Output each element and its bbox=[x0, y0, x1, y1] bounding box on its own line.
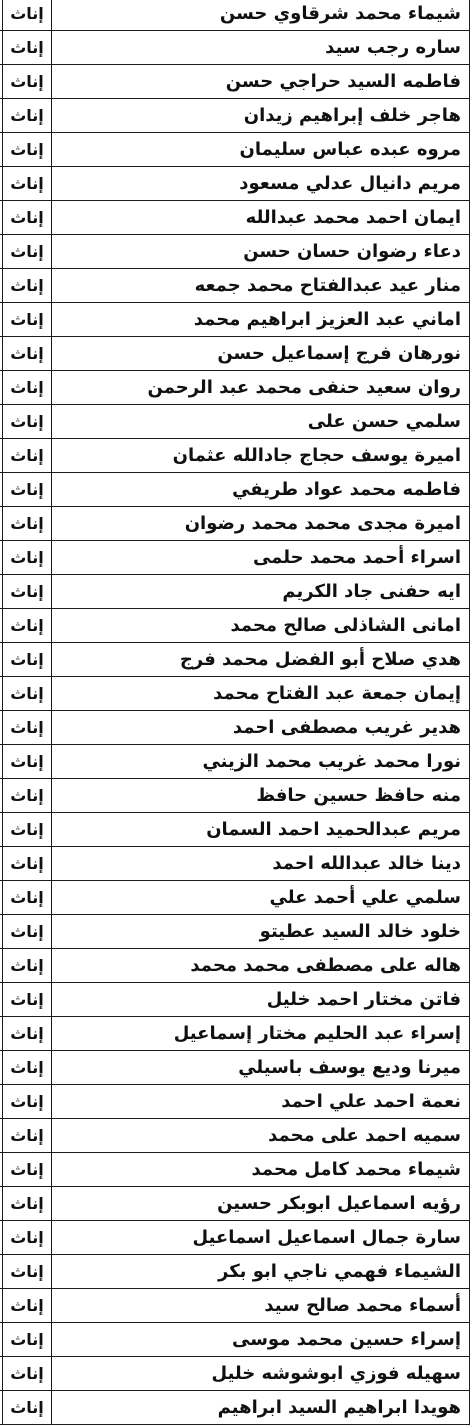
table-row bbox=[0, 1289, 470, 1323]
gender-cell: إناث bbox=[3, 575, 52, 609]
table-row bbox=[0, 1119, 470, 1153]
gender-cell: إناث bbox=[3, 1289, 52, 1323]
table-row bbox=[0, 1153, 470, 1187]
gender-cell: إناث bbox=[3, 643, 52, 677]
gender-cell: إناث bbox=[3, 405, 52, 439]
table-row bbox=[0, 915, 470, 949]
name-cell: رؤيه اسماعيل ابوبكر حسين bbox=[52, 1187, 470, 1221]
name-cell: هدير غريب مصطفى احمد bbox=[52, 711, 470, 745]
table-row bbox=[0, 1323, 470, 1357]
table-row bbox=[0, 99, 470, 133]
name-cell: دعاء رضوان حسان حسن bbox=[52, 235, 470, 269]
name-cell: ايه حفنى جاد الكريم bbox=[52, 575, 470, 609]
table-row bbox=[0, 473, 470, 507]
gender-cell: إناث bbox=[3, 1153, 52, 1187]
table-row bbox=[0, 201, 470, 235]
name-cell: اسراء أحمد محمد حلمى bbox=[52, 541, 470, 575]
table-row bbox=[0, 1357, 470, 1391]
name-cell: سارة جمال اسماعيل اسماعيل bbox=[52, 1221, 470, 1255]
name-cell: إيمان جمعة عبد الفتاح محمد bbox=[52, 677, 470, 711]
gender-cell: إناث bbox=[3, 1187, 52, 1221]
table-row bbox=[0, 711, 470, 745]
table-row bbox=[0, 1051, 470, 1085]
name-cell: إسراء حسين محمد موسى bbox=[52, 1323, 470, 1357]
table-row bbox=[0, 1187, 470, 1221]
gender-cell: إناث bbox=[3, 371, 52, 405]
gender-cell: إناث bbox=[3, 1391, 52, 1425]
table-row bbox=[0, 1085, 470, 1119]
gender-cell: إناث bbox=[3, 201, 52, 235]
table-row bbox=[0, 983, 470, 1017]
name-cell: دينا خالد عبدالله احمد bbox=[52, 847, 470, 881]
table-row bbox=[0, 609, 470, 643]
table-row bbox=[0, 677, 470, 711]
gender-cell: إناث bbox=[3, 235, 52, 269]
name-cell: اماني عبد العزيز ابراهيم محمد bbox=[52, 303, 470, 337]
gender-cell: إناث bbox=[3, 1085, 52, 1119]
table-row bbox=[0, 439, 470, 473]
gender-cell: إناث bbox=[3, 949, 52, 983]
table-row bbox=[0, 337, 470, 371]
table-row bbox=[0, 847, 470, 881]
table-row bbox=[0, 0, 470, 31]
gender-cell: إناث bbox=[3, 133, 52, 167]
gender-cell: إناث bbox=[3, 609, 52, 643]
gender-cell: إناث bbox=[3, 813, 52, 847]
name-cell: خلود خالد السيد عطيتو bbox=[52, 915, 470, 949]
name-cell: إسراء عبد الحليم مختار إسماعيل bbox=[52, 1017, 470, 1051]
name-cell: هدي صلاح أبو الفضل محمد فرج bbox=[52, 643, 470, 677]
gender-cell: إناث bbox=[3, 1017, 52, 1051]
table-row bbox=[0, 303, 470, 337]
table-row bbox=[0, 1017, 470, 1051]
table-row bbox=[0, 269, 470, 303]
table-row bbox=[0, 779, 470, 813]
name-cell: فاطمه السيد حراجي حسن bbox=[52, 65, 470, 99]
table-row bbox=[0, 575, 470, 609]
name-cell: نعمة احمد علي احمد bbox=[52, 1085, 470, 1119]
name-cell: ميرنا وديع يوسف باسيلي bbox=[52, 1051, 470, 1085]
name-cell: هاجر خلف إبراهيم زيدان bbox=[52, 99, 470, 133]
table-row bbox=[0, 133, 470, 167]
name-cell: منه حافظ حسين حافظ bbox=[52, 779, 470, 813]
gender-cell: إناث bbox=[3, 303, 52, 337]
table-row bbox=[0, 881, 470, 915]
table-row bbox=[0, 1221, 470, 1255]
table-row bbox=[0, 31, 470, 65]
table-row bbox=[0, 167, 470, 201]
gender-cell: إناث bbox=[3, 1051, 52, 1085]
gender-cell: إناث bbox=[3, 745, 52, 779]
name-cell: مريم دانيال عدلي مسعود bbox=[52, 167, 470, 201]
gender-cell: إناث bbox=[3, 269, 52, 303]
name-cell: ساره رجب سيد bbox=[52, 31, 470, 65]
gender-cell: إناث bbox=[3, 31, 52, 65]
gender-cell: إناث bbox=[3, 881, 52, 915]
name-cell: اميرة مجدى محمد محمد رضوان bbox=[52, 507, 470, 541]
gender-cell: إناث bbox=[3, 0, 52, 31]
gender-cell: إناث bbox=[3, 541, 52, 575]
table-row bbox=[0, 643, 470, 677]
table-row bbox=[0, 745, 470, 779]
table-row bbox=[0, 813, 470, 847]
table-row bbox=[0, 65, 470, 99]
name-cell: أسماء محمد صالح سيد bbox=[52, 1289, 470, 1323]
name-cell: سلمي علي أحمد علي bbox=[52, 881, 470, 915]
name-cell: سلمي حسن على bbox=[52, 405, 470, 439]
gender-cell: إناث bbox=[3, 507, 52, 541]
gender-cell: إناث bbox=[3, 779, 52, 813]
name-cell: سهيله فوزي ابوشوشه خليل bbox=[52, 1357, 470, 1391]
name-cell: امانى الشاذلى صالح محمد bbox=[52, 609, 470, 643]
table-row bbox=[0, 507, 470, 541]
name-cell: شيماء محمد شرقاوي حسن bbox=[52, 0, 470, 31]
gender-cell: إناث bbox=[3, 1119, 52, 1153]
gender-cell: إناث bbox=[3, 915, 52, 949]
table-row bbox=[0, 949, 470, 983]
name-cell: مروه عبده عباس سليمان bbox=[52, 133, 470, 167]
table-row bbox=[0, 1255, 470, 1289]
name-cell: ايمان احمد محمد عبدالله bbox=[52, 201, 470, 235]
table-row bbox=[0, 1391, 470, 1425]
name-cell: سميه احمد على محمد bbox=[52, 1119, 470, 1153]
gender-cell: إناث bbox=[3, 1323, 52, 1357]
gender-cell: إناث bbox=[3, 1221, 52, 1255]
gender-cell: إناث bbox=[3, 167, 52, 201]
name-cell: نورهان فرج إسماعيل حسن bbox=[52, 337, 470, 371]
name-cell: الشيماء فهمي ناجي ابو بكر bbox=[52, 1255, 470, 1289]
gender-cell: إناث bbox=[3, 983, 52, 1017]
gender-cell: إناث bbox=[3, 677, 52, 711]
gender-cell: إناث bbox=[3, 847, 52, 881]
name-cell: شيماء محمد كامل محمد bbox=[52, 1153, 470, 1187]
table-row bbox=[0, 541, 470, 575]
table-row bbox=[0, 405, 470, 439]
gender-cell: إناث bbox=[3, 439, 52, 473]
gender-cell: إناث bbox=[3, 337, 52, 371]
gender-cell: إناث bbox=[3, 1357, 52, 1391]
name-cell: منار عيد عبدالفتاح محمد جمعه bbox=[52, 269, 470, 303]
gender-cell: إناث bbox=[3, 473, 52, 507]
name-cell: مريم عبدالحميد احمد السمان bbox=[52, 813, 470, 847]
gender-cell: إناث bbox=[3, 99, 52, 133]
name-cell: فاتن مختار احمد خليل bbox=[52, 983, 470, 1017]
gender-cell: إناث bbox=[3, 711, 52, 745]
name-cell: هويدا ابراهيم السيد ابراهيم bbox=[52, 1391, 470, 1425]
name-cell: نورا محمد غريب محمد الزيني bbox=[52, 745, 470, 779]
gender-cell: إناث bbox=[3, 1255, 52, 1289]
name-cell: اميرة يوسف حجاج جادالله عثمان bbox=[52, 439, 470, 473]
gender-cell: إناث bbox=[3, 65, 52, 99]
name-cell: هاله على مصطفى محمد محمد bbox=[52, 949, 470, 983]
name-cell: روان سعيد حنفى محمد عبد الرحمن bbox=[52, 371, 470, 405]
name-cell: فاطمه محمد عواد طريفي bbox=[52, 473, 470, 507]
table-row bbox=[0, 235, 470, 269]
table-row bbox=[0, 371, 470, 405]
